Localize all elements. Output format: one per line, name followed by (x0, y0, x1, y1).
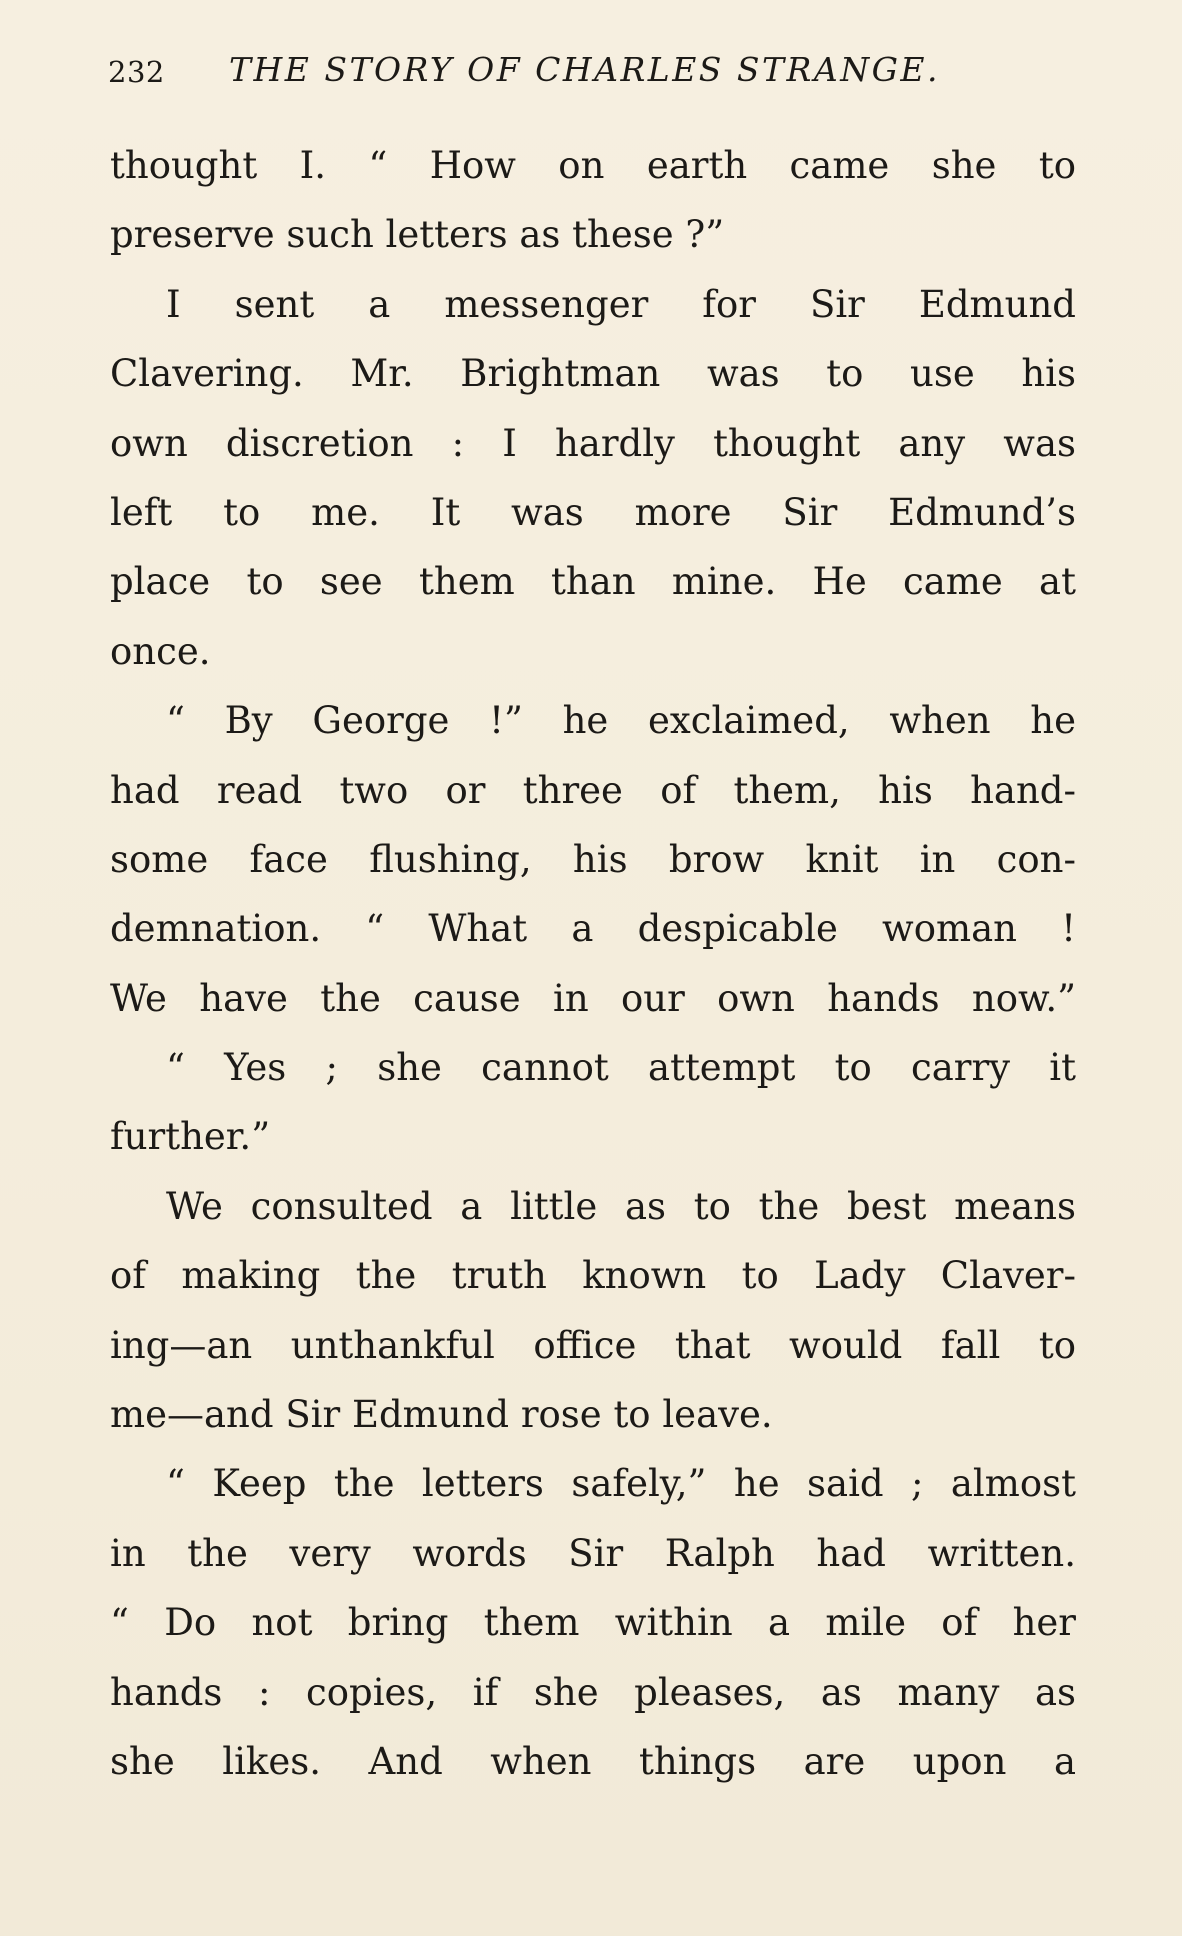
text-line: ing—an unthankful office that would fall to (110, 1323, 1076, 1367)
text-line: “ Yes ; she cannot attempt to carry it (166, 1046, 1076, 1090)
text-line: preserve such letters as these ?” (110, 213, 725, 257)
text-line: I sent a messenger for Sir Edmund (166, 282, 1076, 326)
text-line: some face flushing, his brow knit in con- (110, 837, 1076, 881)
text-line: place to see them than mine. He came at (110, 560, 1076, 604)
page-body (110, 131, 1076, 1811)
text-line: “ By George !” he exclaimed, when he (166, 699, 1076, 743)
text-line: Clavering. Mr. Brightman was to use his (110, 352, 1076, 396)
text-line: in the very words Sir Ralph had written. (110, 1531, 1076, 1575)
text-line: once. (110, 629, 211, 673)
page-header (108, 45, 988, 95)
text-line: further.” (110, 1115, 271, 1159)
text-line: hands : copies, if she pleases, as many as (110, 1670, 1076, 1714)
text-line: of making the truth known to Lady Claver- (110, 1254, 1076, 1298)
text-line: We consulted a little as to the best means (166, 1184, 1076, 1228)
running-title: THE STORY OF CHARLES STRANGE. (229, 50, 941, 89)
text-line: had read two or three of them, his hand- (110, 768, 1076, 812)
text-line: “ Do not bring them within a mile of her (110, 1601, 1076, 1645)
text-line: thought I. “ How on earth came she to (110, 144, 1076, 187)
text-line: “ Keep the letters safely,” he said ; almost (166, 1462, 1076, 1506)
text-line: We have the cause in our own hands now.” (110, 976, 1076, 1020)
text-line: she likes. And when things are upon a (110, 1739, 1076, 1783)
text-line: me—and Sir Edmund rose to leave. (110, 1393, 773, 1437)
text-line: demnation. “ What a despicable woman ! (110, 907, 1076, 951)
text-line: left to me. It was more Sir Edmund’s (110, 490, 1076, 534)
text-line: own discretion : I hardly thought any was (110, 421, 1076, 465)
page-number: 232 (108, 55, 165, 89)
